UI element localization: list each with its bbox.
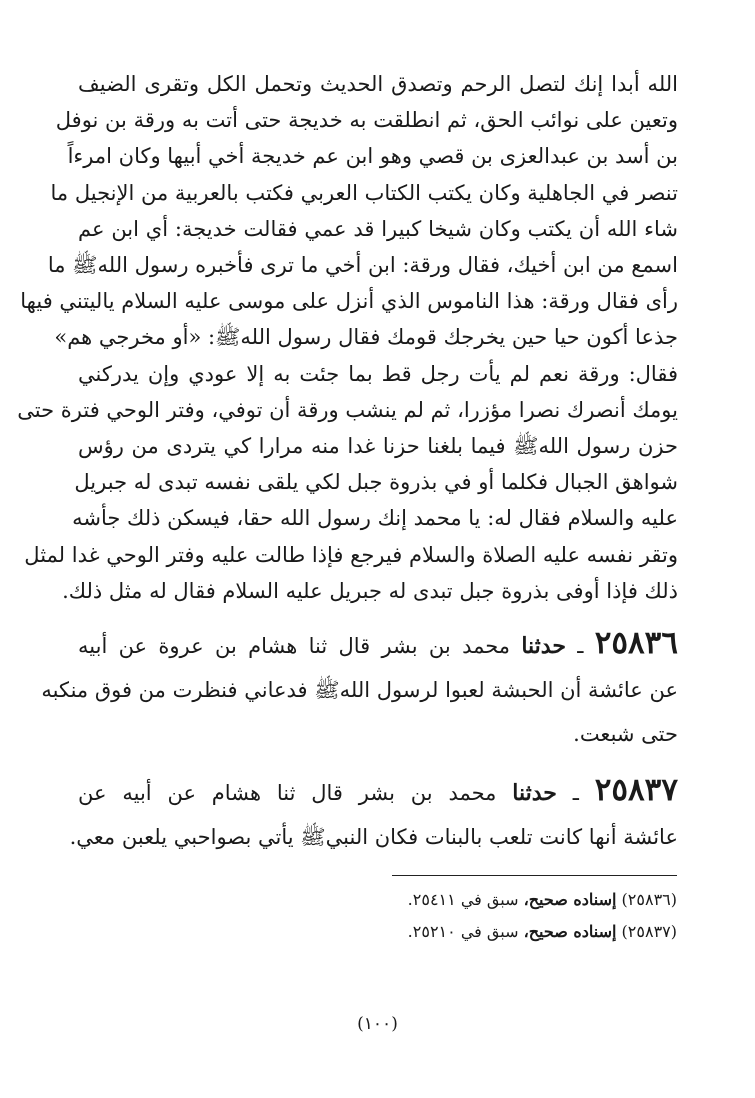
text-line: تنصر في الجاهلية وكان يكتب الكتاب العربي فكتب بالعربية من الإنجيل ما xyxy=(50,180,678,205)
text-line: شواهق الجبال فكلما أو في بذروة جبل لكي يلقى نفسه تبدى له جبريل xyxy=(74,470,678,495)
hadith-dash: ـ xyxy=(565,634,595,659)
text-line: جذعا أكون حيا حين يخرجك قومك فقال رسول اللهﷺ: «أو مخرجي هم» xyxy=(54,325,678,350)
text-line: بن أسد بن عبدالعزى بن قصي وهو ابن عم خديجة أخي أبيها وكان امرءاً xyxy=(67,144,678,169)
text-line: حزن رسول اللهﷺ فيما بلغنا حزنا غدا منه مرارا كي يتردى من رؤس xyxy=(78,434,678,459)
hadith-text-line: حتى شبعت. xyxy=(573,722,678,747)
hadith-text-line: عن عائشة أن الحبشة لعبوا لرسول اللهﷺ فدعاني فنظرت من فوق منكبه xyxy=(41,678,678,703)
isnad-text: محمد بن بشر قال ثنا هشام بن عروة عن أبيه xyxy=(78,634,522,659)
text-line: شاء الله أن يكتب وكان شيخا كبيرا قد عمي فقالت خديجة: أي ابن عم xyxy=(78,216,678,241)
text-line: وتقر نفسه عليه الصلاة والسلام فيرجع فإذا طالت عليه وفتر الوحي غدا لمثل xyxy=(24,542,678,567)
hadith-dash: ـ xyxy=(556,781,595,806)
hadith-25837 xyxy=(69,768,678,859)
text-line: فقال: ورقة نعم لم يأت رجل قط بما جئت به إلا عودي وإن يدركني xyxy=(78,361,678,386)
hadith-text-line: عائشة أنها كانت تلعب بالبنات فكان النبيﷺ يأتي بصواحبي يلعبن معي. xyxy=(69,825,678,850)
footnote-ref: (٢٥٨٣٧) xyxy=(621,922,677,941)
footnote-ref: (٢٥٨٣٦) xyxy=(621,890,677,909)
hadith-number: ٢٥٨٣٦ xyxy=(594,625,678,662)
isnad-text: محمد بن بشر قال ثنا هشام عن أبيه عن xyxy=(78,781,513,806)
text-line: رأى فقال ورقة: هذا الناموس الذي أنزل على موسى عليه السلام ياليتني فيها xyxy=(20,289,678,314)
text-line: ذلك فإذا أوفى بذروة جبل تبدى له جبريل عليه السلام فقال له مثل ذلك. xyxy=(62,578,678,603)
text-line: الله أبدا إنك لتصل الرحم وتصدق الحديث وتحمل الكل وتقرى الضيف xyxy=(78,72,679,96)
hadith-25836 xyxy=(41,621,678,756)
text-line: يومك أنصرك نصرا مؤزرا، ثم لم ينشب ورقة أن توفي، وفتر الوحي فترة حتى xyxy=(17,397,678,422)
footnote-label: إسناده صحيح، xyxy=(523,890,617,909)
haddathana-label: حدثنا xyxy=(521,633,566,660)
page-body xyxy=(17,66,679,859)
page-number: (١٠٠) xyxy=(357,1014,398,1034)
footnote-text: سبق في ٢٥٤١١. xyxy=(407,890,519,909)
footnote-item xyxy=(408,884,677,916)
footnote-item xyxy=(408,916,677,948)
footnote-divider xyxy=(392,875,677,876)
hadith-number: ٢٥٨٣٧ xyxy=(594,772,678,809)
main-paragraph xyxy=(17,66,679,609)
text-line: اسمع من ابن أخيك، فقال ورقة: ابن أخي ما ترى فأخبره رسول اللهﷺ ما xyxy=(47,253,678,278)
hadith-first-line xyxy=(78,768,678,815)
footnote-label: إسناده صحيح، xyxy=(523,922,617,941)
hadith-first-line xyxy=(78,621,678,668)
footnote-text: سبق في ٢٥٢١٠. xyxy=(407,922,519,941)
text-line: وتعين على نوائب الحق، ثم انطلقت به خديجة حتى أتت به ورقة بن نوفل xyxy=(55,108,678,133)
text-line: عليه والسلام فقال له: يا محمد إنك رسول الله حقا، فيسكن ذلك جأشه xyxy=(72,506,678,531)
haddathana-label: حدثنا xyxy=(512,780,557,807)
footnotes xyxy=(408,884,677,948)
